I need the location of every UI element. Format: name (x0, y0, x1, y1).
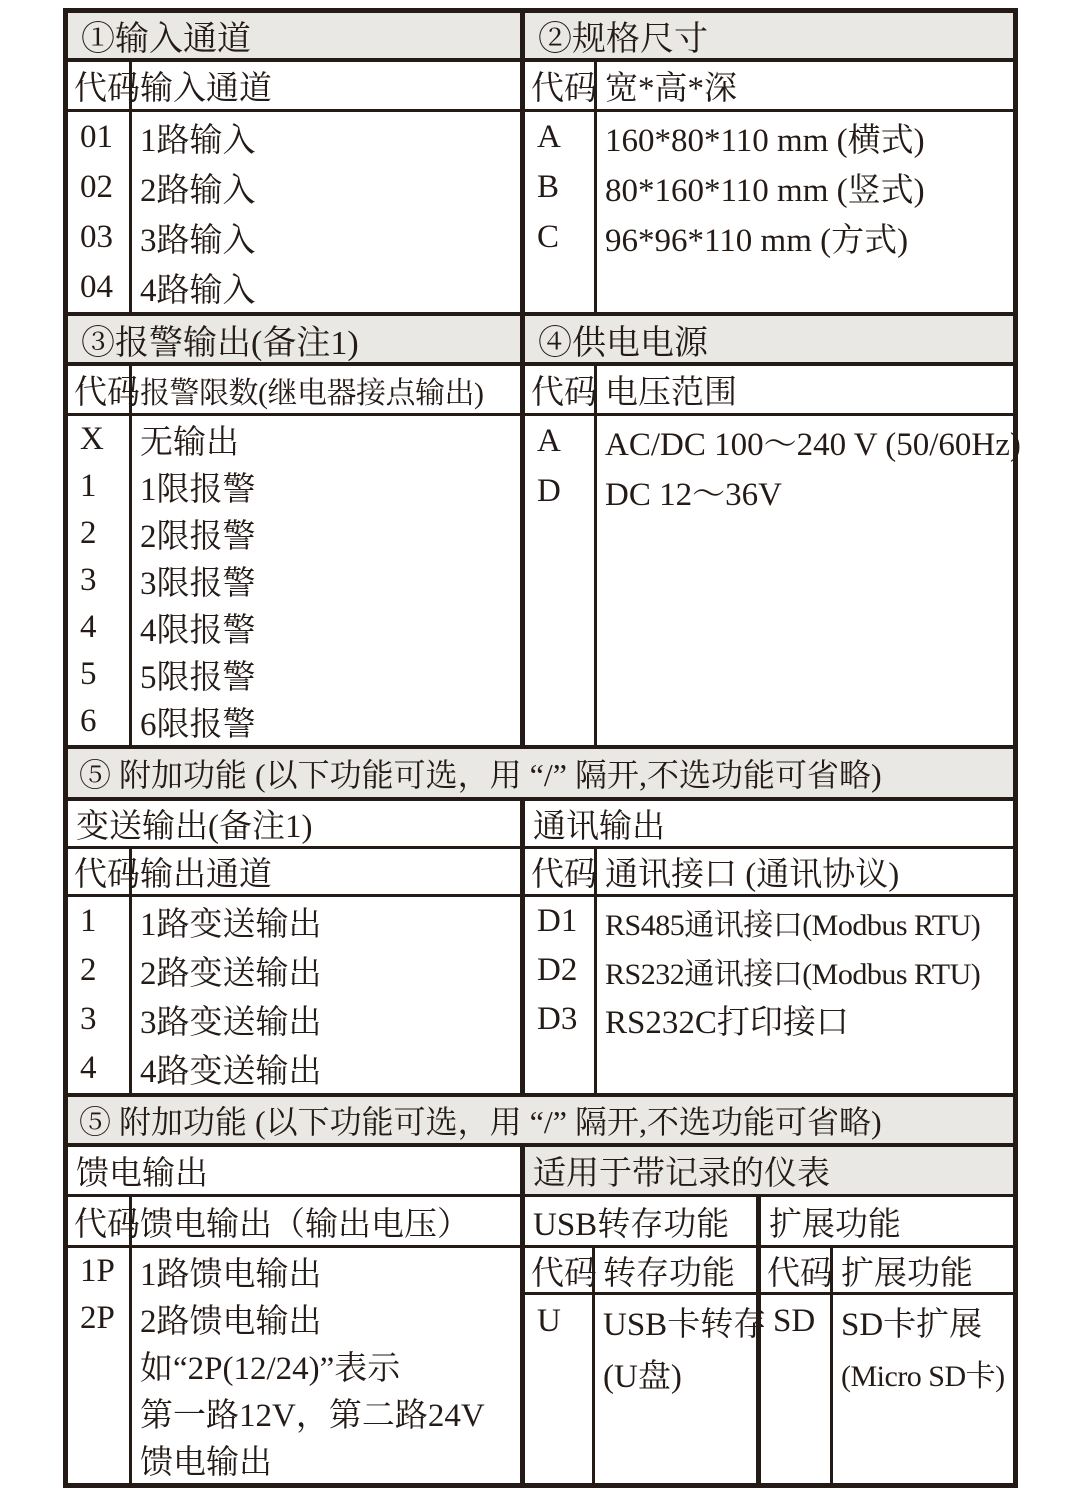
code-cell: 2P (80, 1300, 115, 1336)
s6-right-subheader (525, 1147, 1013, 1194)
code-cell: U (537, 1302, 561, 1339)
desc-cell: 1路变送输出 (140, 907, 322, 943)
s6-left-data (68, 1248, 520, 1483)
desc-cell: 96*96*110 mm (方式) (605, 222, 909, 259)
s2-descs (597, 112, 1013, 312)
desc-cell: 4限报警 (140, 613, 256, 649)
code-cell: 3 (80, 562, 97, 598)
s3-col-headers (68, 366, 525, 413)
code-cell: D1 (537, 903, 578, 939)
desc-cell: 馈电输出 (140, 1445, 272, 1481)
desc-cell: AC/DC 100～240 V (50/60Hz) (605, 426, 1021, 463)
s4-code-header: 代码 (525, 366, 597, 413)
s5-right-desc-header: 通讯接口 (通讯协议) (605, 857, 900, 893)
s5-right-data (525, 897, 1013, 1093)
usb-group-header (525, 1197, 761, 1245)
desc-cell: 2路变送输出 (140, 956, 322, 992)
s2-desc-header: 宽*高*深 (605, 71, 737, 107)
code-cell: 2 (80, 515, 97, 551)
model-selection-table (63, 8, 1021, 1488)
s2-data (525, 112, 1013, 312)
desc-cell: 1路馈电输出 (140, 1257, 322, 1293)
desc-cell: 4路输入 (140, 272, 256, 309)
desc-cell: RS485通讯接口(Modbus RTU) (605, 908, 981, 942)
column-header-row (68, 849, 1013, 897)
desc-cell: 2路馈电输出 (140, 1304, 322, 1340)
s5-left-codes (68, 897, 132, 1093)
s6-left-block (68, 1197, 525, 1483)
ext-group-title: 扩展功能 (769, 1206, 901, 1243)
desc-cell: DC 12～36V (605, 476, 782, 513)
ext-data (761, 1295, 1013, 1483)
code-cell: 4 (80, 609, 97, 645)
desc-cell: 无输出 (140, 425, 239, 461)
code-cell: 01 (80, 118, 113, 155)
ext-codes (761, 1295, 833, 1483)
code-cell: 3 (80, 1001, 97, 1037)
s5-left-col-headers (68, 849, 525, 894)
data-row-s3-s4 (68, 416, 1021, 749)
desc-cell: 2限报警 (140, 519, 256, 555)
s5-left-data (68, 897, 525, 1093)
column-header-row (68, 62, 1013, 112)
s2-codes (525, 112, 597, 312)
desc-cell: 6限报警 (140, 707, 256, 743)
code-cell: SD (773, 1302, 816, 1339)
data-row-s5 (68, 897, 1013, 1097)
usb-col-headers (525, 1248, 761, 1292)
s4-desc-header: 电压范围 (605, 375, 737, 411)
s6-left-desc-header: 馈电输出（输出电压） (140, 1206, 470, 1243)
code-cell: 1 (80, 903, 97, 939)
section3-header (68, 316, 525, 362)
s3-data (68, 416, 525, 745)
section2-header (525, 13, 1013, 58)
s6-right-data (525, 1295, 1013, 1483)
desc-cell: 5限报警 (140, 660, 256, 696)
code-cell: B (537, 168, 560, 205)
code-cell: 4 (80, 1050, 97, 1086)
section4-title: ④供电电源 (538, 324, 708, 362)
s1-code-header: 代码 (68, 62, 132, 109)
s5-right-subheader (525, 801, 1013, 846)
desc-cell: RS232C打印接口 (605, 1005, 849, 1041)
s3-descs (132, 416, 520, 745)
section2-title: ②规格尺寸 (538, 21, 708, 58)
usb-codes (525, 1295, 595, 1483)
s6-right-col-headers (525, 1248, 1013, 1295)
s1-codes (68, 112, 132, 312)
ext-code-header: 代码 (761, 1248, 833, 1292)
s5-right-codes (525, 897, 597, 1093)
s6-left-code-header: 代码 (68, 1197, 132, 1245)
s5-left-desc-header: 输出通道 (140, 857, 272, 893)
desc-cell: 1路输入 (140, 122, 256, 159)
code-cell: 02 (80, 168, 113, 205)
s5-left-subtitle: 变送输出(备注1) (76, 809, 313, 845)
s3-desc-header: 报警限数(继电器接点输出) (140, 376, 484, 410)
s5-left-code-header: 代码 (68, 849, 132, 894)
section-title-row (68, 13, 1013, 62)
desc-cell: (Micro SD卡) (841, 1360, 1005, 1393)
code-cell: 5 (80, 656, 97, 692)
s6-right-group-titles (525, 1197, 1013, 1248)
s6-left-subtitle: 馈电输出 (76, 1156, 208, 1192)
s4-data (525, 416, 1021, 745)
usb-desc-header: 转存功能 (603, 1255, 735, 1292)
section1-title: ①输入通道 (81, 21, 251, 58)
s3-codes (68, 416, 132, 745)
s5-right-subtitle: 通讯输出 (533, 809, 665, 845)
s3-code-header: 代码 (68, 366, 132, 413)
s4-col-headers (525, 366, 1013, 413)
s2-code-header: 代码 (525, 62, 597, 109)
s2-col-headers (525, 62, 1013, 109)
s6-subtitle-row (68, 1147, 1013, 1197)
s5-right-descs (597, 897, 1013, 1093)
desc-cell: SD卡扩展 (841, 1306, 983, 1343)
s5-left-subheader (68, 801, 525, 846)
usb-descs (595, 1295, 767, 1483)
code-cell: 1P (80, 1253, 115, 1289)
desc-cell: 4路变送输出 (140, 1054, 322, 1090)
desc-cell: 如“2P(12/24)”表示 (140, 1351, 401, 1387)
section6-banner-row (68, 1097, 1013, 1147)
s6-left-codes (68, 1248, 132, 1483)
section6-banner: ⑤ 附加功能 (以下功能可选，用 “/” 隔开,不选功能可省略) (79, 1104, 882, 1140)
s6-right-block (525, 1197, 1013, 1483)
code-cell: X (80, 421, 104, 457)
s6-left-subheader (68, 1147, 525, 1194)
desc-cell: 2路输入 (140, 172, 256, 209)
usb-group-title: USB转存功能 (533, 1206, 730, 1243)
code-cell: D (537, 472, 561, 509)
code-cell: 03 (80, 218, 113, 255)
ext-descs (833, 1295, 1013, 1483)
section5-banner-row (68, 749, 1013, 801)
code-cell: 2 (80, 952, 97, 988)
desc-cell: RS232通讯接口(Modbus RTU) (605, 957, 981, 991)
s4-codes (525, 416, 597, 745)
section1-header (68, 13, 525, 58)
s5-right-code-header: 代码 (525, 849, 597, 894)
column-header-row (68, 366, 1013, 416)
s1-desc-header: 输入通道 (140, 71, 272, 107)
code-cell: 1 (80, 468, 97, 504)
section-title-row (68, 316, 1013, 366)
desc-cell: (U盘) (603, 1358, 682, 1395)
ext-col-headers (761, 1248, 1013, 1292)
code-cell: 04 (80, 268, 113, 305)
desc-cell: USB卡转存 (603, 1306, 767, 1343)
data-row-s1-s2 (68, 112, 1013, 316)
s4-descs (597, 416, 1021, 745)
s5-right-col-headers (525, 849, 1013, 894)
code-cell: 6 (80, 703, 97, 739)
s6-body (68, 1197, 1013, 1483)
usb-data (525, 1295, 767, 1483)
section4-header (525, 316, 1013, 362)
s6-left-descs (132, 1248, 520, 1483)
code-cell: C (537, 218, 560, 255)
desc-cell: 1限报警 (140, 472, 256, 508)
code-cell: A (537, 422, 561, 459)
desc-cell: 第一路12V，第二路24V (140, 1398, 485, 1434)
section5-banner: ⑤ 附加功能 (以下功能可选，用 “/” 隔开,不选功能可省略) (79, 757, 882, 793)
s1-col-headers (68, 62, 525, 109)
section3-title: ③报警输出(备注1) (81, 324, 359, 362)
code-cell: A (537, 118, 561, 155)
desc-cell: 3路输入 (140, 222, 256, 259)
s1-descs (132, 112, 520, 312)
desc-cell: 3路变送输出 (140, 1005, 322, 1041)
s1-data (68, 112, 525, 312)
desc-cell: 3限报警 (140, 566, 256, 602)
ext-desc-header: 扩展功能 (841, 1255, 973, 1292)
s6-right-subtitle: 适用于带记录的仪表 (533, 1156, 830, 1192)
s5-left-descs (132, 897, 520, 1093)
code-cell: D3 (537, 1001, 578, 1037)
desc-cell: 80*160*110 mm (竖式) (605, 172, 925, 209)
s5-subtitle-row (68, 801, 1013, 849)
desc-cell: 160*80*110 mm (横式) (605, 122, 925, 159)
usb-code-header: 代码 (525, 1248, 595, 1292)
s6-left-col-headers (68, 1197, 520, 1248)
code-cell: D2 (537, 952, 578, 988)
